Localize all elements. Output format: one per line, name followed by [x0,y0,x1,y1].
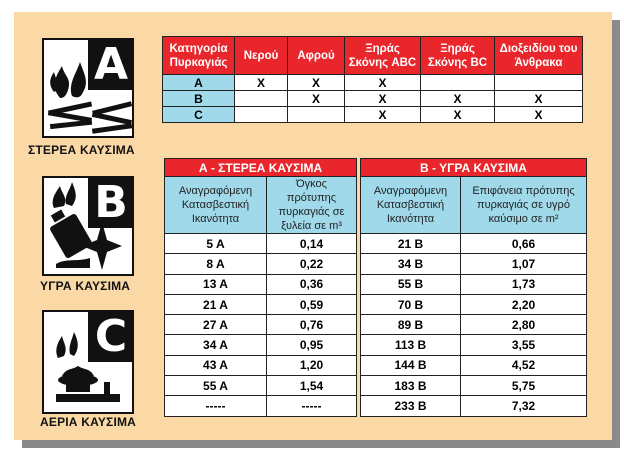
header-water: Νερού [235,37,288,75]
table-cell: 0,22 [267,254,357,274]
rating-table [164,158,587,417]
liquid-fuels-title: Β - ΥΓΡΑ ΚΑΥΣΙΜΑ [361,159,587,177]
class-b-label: ΥΓΡΑ ΚΑΥΣΙΜΑ [40,279,131,293]
table-cell: X [495,107,583,123]
class-a-letter: A [88,38,134,90]
table-cell: 0,95 [267,335,357,355]
table-cell: 55 A [165,376,267,396]
class-c-letter: C [88,310,134,362]
table-cell: 144 B [361,355,461,375]
solid-volume-header: Όγκος πρότυπης πυρκαγιάς σε ξυλεία σε m³ [267,177,357,234]
table-cell [495,75,583,91]
table-cell: X [345,107,421,123]
table-cell: 0,36 [267,274,357,294]
table-cell: 3,55 [461,335,587,355]
table-cell: ----- [165,396,267,416]
table-cell: X [421,107,495,123]
table-cell: 8 A [165,254,267,274]
class-a-label: ΣΤΕΡΕΑ ΚΑΥΣΙΜΑ [28,143,135,157]
row-category: C [163,107,235,123]
table-row [165,355,587,375]
table-row [163,107,583,123]
table-row [165,234,587,254]
table-cell [421,75,495,91]
table-cell: 13 A [165,274,267,294]
table-row [165,294,587,314]
table-cell: 0,76 [267,315,357,335]
rating-title-row [165,159,587,177]
header-bc-powder: Ξηράς Σκόνης BC [421,37,495,75]
wood-pile-icon [92,96,132,136]
solid-fuels-title: Α - ΣΤΕΡΕΑ ΚΑΥΣΙΜΑ [165,159,357,177]
table-cell: 1,20 [267,355,357,375]
burning-wood-icon [46,40,94,136]
table-row [165,396,587,416]
header-foam: Αφρού [288,37,345,75]
table-cell: 183 B [361,376,461,396]
table-cell: 89 B [361,315,461,335]
table-row [165,335,587,355]
table-cell: 21 B [361,234,461,254]
table-cell: 5 A [165,234,267,254]
header-co2: Διοξειδίου του Άνθρακα [495,37,583,75]
splash-star-icon [82,222,122,270]
header-abc-powder: Ξηράς Σκόνης ABC [345,37,421,75]
table-cell [235,91,288,107]
agent-table-header [163,37,583,75]
liquid-rating-header: Αναγραφόμενη Κατασβεστική Ικανότητα [361,177,461,234]
row-category: B [163,91,235,107]
table-row [163,75,583,91]
table-cell: 43 A [165,355,267,375]
table-cell: 0,66 [461,234,587,254]
table-cell: 4,52 [461,355,587,375]
table-cell: ----- [267,396,357,416]
table-cell: X [421,91,495,107]
table-cell: X [288,75,345,91]
table-cell: X [235,75,288,91]
table-cell: 5,75 [461,376,587,396]
table-cell: 1,07 [461,254,587,274]
table-cell: 2,80 [461,315,587,335]
table-cell: 34 B [361,254,461,274]
liquid-area-header: Επιφάνεια πρότυπης πυρκαγιάς σε υγρό καύσιμο σε m² [461,177,587,234]
table-cell: 21 A [165,294,267,314]
table-cell: 0,59 [267,294,357,314]
class-c-label: ΑΕΡΙΑ ΚΑΥΣΙΜΑ [40,415,137,429]
table-cell: 34 A [165,335,267,355]
table-cell: 0,14 [267,234,357,254]
table-cell [288,107,345,123]
table-cell: X [288,91,345,107]
table-cell: 113 B [361,335,461,355]
table-cell: 27 A [165,315,267,335]
table-cell [235,107,288,123]
table-cell: X [345,91,421,107]
table-row [165,376,587,396]
table-cell: 70 B [361,294,461,314]
table-row [165,274,587,294]
table-row [165,254,587,274]
table-cell: 1,73 [461,274,587,294]
agent-table [162,36,583,123]
table-row [165,315,587,335]
header-category: Κατηγορία Πυρκαγιάς [163,37,235,75]
table-cell: 7,32 [461,396,587,416]
table-cell: 1,54 [267,376,357,396]
table-cell: 2,20 [461,294,587,314]
table-cell: 55 B [361,274,461,294]
table-cell: 233 B [361,396,461,416]
table-cell: X [495,91,583,107]
row-category: A [163,75,235,91]
table-row [163,91,583,107]
class-b-letter: B [88,176,134,228]
solid-rating-header: Αναγραφόμενη Κατασβεστική Ικανότητα [165,177,267,234]
rating-subheader-row [165,177,587,234]
table-cell: X [345,75,421,91]
